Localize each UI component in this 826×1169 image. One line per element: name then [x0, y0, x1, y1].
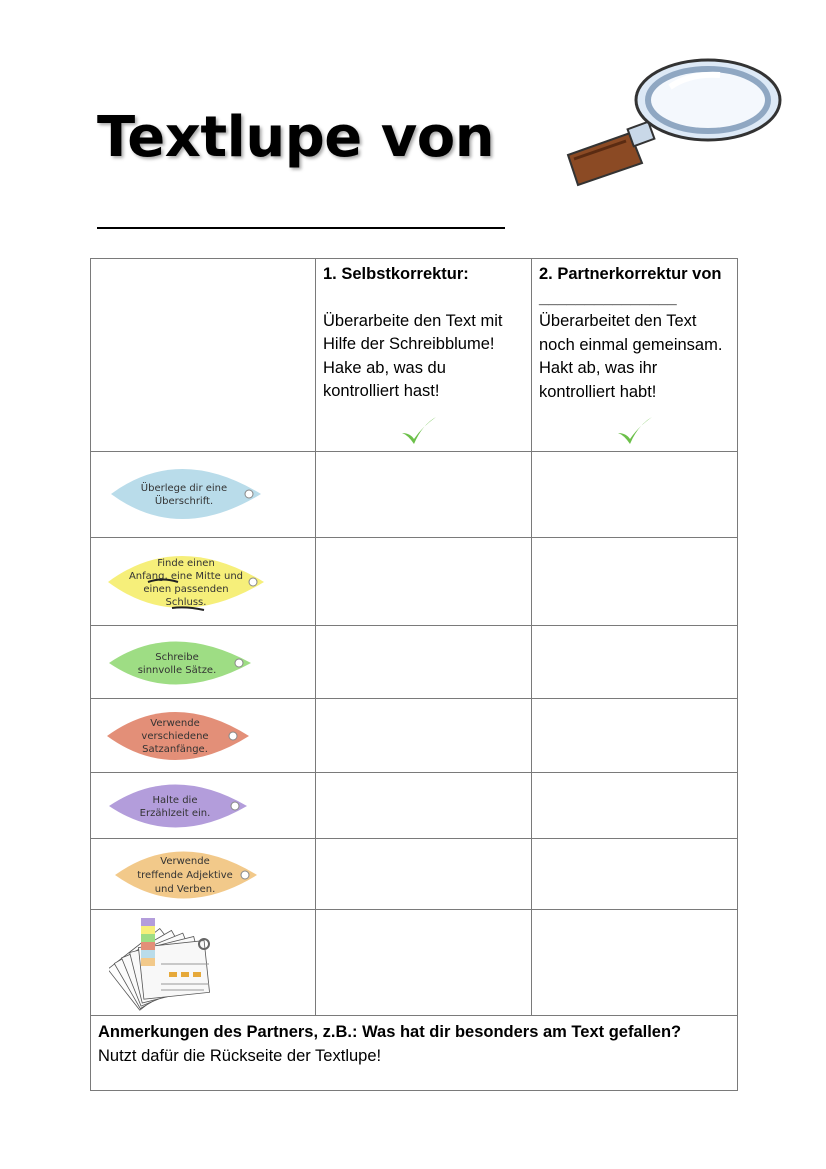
checkmark-icon — [400, 415, 438, 447]
partnercheck-cell[interactable] — [532, 839, 738, 910]
petal-icon — [113, 842, 263, 908]
petal-text: Halte die — [152, 795, 198, 806]
petal-icon — [107, 775, 252, 837]
selfcheck-header — [316, 259, 532, 452]
petal-cell — [91, 699, 316, 773]
petal-text: Überlege dir eine — [140, 483, 228, 494]
petal-text: einen passenden — [143, 584, 229, 595]
partnercheck-cell[interactable] — [532, 910, 738, 1016]
selfcheck-cell[interactable] — [316, 773, 532, 839]
table-row — [91, 452, 738, 538]
selfcheck-cell[interactable] — [316, 626, 532, 699]
petal-text: Schreibe — [155, 652, 199, 663]
table-row — [91, 538, 738, 626]
name-line — [97, 227, 505, 229]
table-row — [91, 773, 738, 839]
partnercheck-cell[interactable] — [532, 699, 738, 773]
partner-remarks[interactable] — [91, 1016, 738, 1091]
petal-text: verschiedene — [141, 731, 209, 742]
petal-text: Finde einen — [157, 558, 215, 569]
selfcheck-cell[interactable] — [316, 910, 532, 1016]
petal-shape — [109, 642, 251, 685]
petal-text: treffende Adjektive — [137, 870, 233, 881]
selfcheck-heading: 1. Selbstkorrektur: — [323, 265, 469, 283]
selfcheck-cell[interactable] — [316, 699, 532, 773]
petal-text: Überschrift. — [154, 496, 214, 507]
partnercheck-cell[interactable] — [532, 626, 738, 699]
partnercheck-heading: 2. Partnerkorrektur von _______________ — [539, 265, 722, 307]
petal-cell — [91, 626, 316, 699]
checklist-table — [90, 258, 738, 1091]
table-row — [91, 839, 738, 910]
table-row — [91, 626, 738, 699]
petal-cell — [91, 452, 316, 538]
partnercheck-cell[interactable] — [532, 452, 738, 538]
page-title: Textlupe von — [97, 105, 495, 170]
petal-text: Erzählzeit ein. — [139, 808, 211, 819]
petal-icon — [106, 544, 271, 620]
partnercheck-cell[interactable] — [532, 538, 738, 626]
table-footer-row — [91, 1016, 738, 1091]
magnifying-glass-icon — [560, 55, 785, 190]
petal-text: Verwende — [160, 856, 210, 867]
table-header-row — [91, 259, 738, 452]
selfcheck-cell[interactable] — [316, 538, 532, 626]
petal-text: sinnvolle Sätze. — [137, 665, 217, 676]
header-empty-cell — [91, 259, 316, 452]
table-row — [91, 699, 738, 773]
petal-icon — [107, 632, 257, 694]
petal-shape — [111, 469, 261, 519]
remarks-heading: Anmerkungen des Partners, z.B.: Was hat dir besonders am Text gefallen? — [98, 1023, 682, 1041]
petal-text: und Verben. — [154, 884, 216, 895]
petal-cell — [91, 839, 316, 910]
petal-text: Schluss. — [165, 597, 207, 608]
petal-icon — [109, 458, 269, 530]
partnercheck-instructions: Überarbeitet den Text noch einmal gemeinsam. Hakt ab, was ihr kontrolliert habt! — [539, 312, 723, 401]
table-row — [91, 910, 738, 1016]
cards-cell — [91, 910, 316, 1016]
petal-icon — [105, 702, 255, 770]
selfcheck-instructions: Überarbeite den Text mit Hilfe der Schreibblume! Hake ab, was du kontrolliert hast! — [323, 311, 503, 400]
petal-shape — [109, 785, 247, 828]
partnercheck-header — [532, 259, 738, 452]
checkmark-icon — [616, 415, 654, 447]
remarks-note: Nutzt dafür die Rückseite der Textlupe! — [98, 1047, 382, 1065]
petal-text: Verwende — [150, 718, 200, 729]
petal-text: Anfang, eine Mitte und — [128, 571, 244, 582]
selfcheck-cell[interactable] — [316, 452, 532, 538]
petal-cell — [91, 773, 316, 839]
selfcheck-cell[interactable] — [316, 839, 532, 910]
petal-text: Satzanfänge. — [142, 744, 208, 755]
partnercheck-cell[interactable] — [532, 773, 738, 839]
petal-cell — [91, 538, 316, 626]
checklist-cards-icon — [109, 914, 234, 1012]
